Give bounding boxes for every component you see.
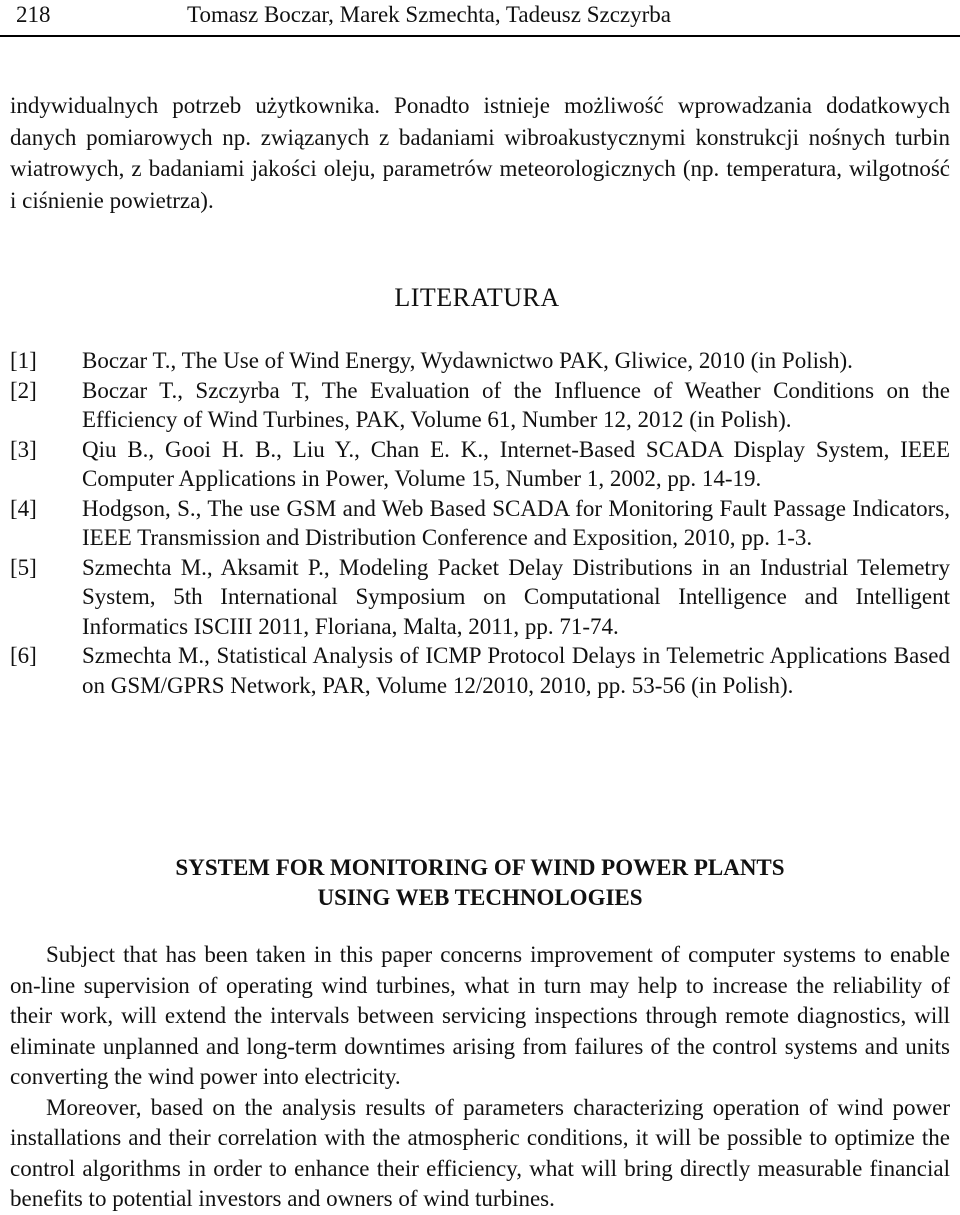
reference-item xyxy=(10,376,950,435)
reference-item xyxy=(10,553,950,642)
reference-item xyxy=(10,494,950,553)
reference-number: [5] xyxy=(10,554,37,580)
reference-number: [6] xyxy=(10,643,37,668)
reference-number: [1] xyxy=(10,348,37,373)
english-title-line-1: SYSTEM FOR MONITORING OF WIND POWER PLANTS xyxy=(175,855,785,880)
running-head-authors: Tomasz Boczar, Marek Szmechta, Tadeusz Szczyrba xyxy=(187,2,671,27)
english-title-line-2: USING WEB TECHNOLOGIES xyxy=(317,885,643,910)
abstract-paragraph-2: Moreover, based on the analysis results of parameters characterizing operation of wind power installations and their correlation with the atmospheric conditions, it will be possible to optimize the control algorithms in order to enhance their efficiency, what will bring directly measurable financial benefits to potential investors and owners of wind turbines. xyxy=(10,1094,950,1211)
reference-text: Szmechta M., Statistical Analysis of ICMP Protocol Delays in Telemetric Applications Based on GSM/GPRS Network, PAR, Volume 12/2010, 2010, pp. 53-56 (in Polish). xyxy=(82,643,950,698)
reference-item xyxy=(10,435,950,494)
reference-text: Hodgson, S., The use GSM and Web Based SCADA for Monitoring Fault Passage Indicators, IEEE Transmission and Distribution Conference and Exposition, 2010, pp. 1-3. xyxy=(82,495,950,550)
reference-number: [4] xyxy=(10,495,37,521)
literature-heading: LITERATURA xyxy=(394,283,560,312)
reference-text: Boczar T., Szczyrba T, The Evaluation of the Influence of Weather Conditions on the Efficiency of Wind Turbines, PAK, Volume 61, Number 12, 2012 (in Polish). xyxy=(82,377,950,432)
page-number: 218 xyxy=(16,2,51,27)
reference-list xyxy=(10,346,950,700)
intro-paragraph-container xyxy=(10,90,950,216)
page-header xyxy=(0,0,960,37)
abstract-paragraph-1: Subject that has been taken in this paper concerns improvement of computer systems to enable on-line supervision of operating wind turbines, what in turn may help to increase the reliability of their work, will extend the intervals between servicing inspections through remote diagnostics, will eliminate unplanned and long-term downtimes arising from failures of the control systems and units converting the wind power into electricity. xyxy=(10,942,950,1089)
reference-text: Szmechta M., Aksamit P., Modeling Packet Delay Distributions in an Industrial Telemetry System, 5th International Symposium on Computational Intelligence and Intelligent Informatics ISCIII 2011, Floriana, Malta, 2011, pp. 71-74. xyxy=(82,554,950,639)
english-title xyxy=(0,853,960,913)
reference-item xyxy=(10,641,950,700)
reference-item xyxy=(10,346,950,376)
reference-text: Boczar T., The Use of Wind Energy, Wydawnictwo PAK, Gliwice, 2010 (in Polish). xyxy=(82,348,853,373)
intro-paragraph: indywidualnych potrzeb użytkownika. Ponadto istnieje możliwość wprowadzania dodatkowych danych pomiarowych np. związanych z badaniami wibroakustycznymi konstrukcji nośnych turbin wiatrowych, z badaniami jakości oleju, parametrów meteorologicznych (np. temperatura, wilgotność i ciśnienie powietrza). xyxy=(10,93,950,213)
reference-text: Qiu B., Gooi H. B., Liu Y., Chan E. K., Internet-Based SCADA Display System, IEEE Computer Applications in Power, Volume 15, Number 1, 2002, pp. 14-19. xyxy=(82,436,950,491)
reference-number: [3] xyxy=(10,436,37,462)
english-abstract xyxy=(10,940,950,1215)
reference-number: [2] xyxy=(10,377,37,403)
